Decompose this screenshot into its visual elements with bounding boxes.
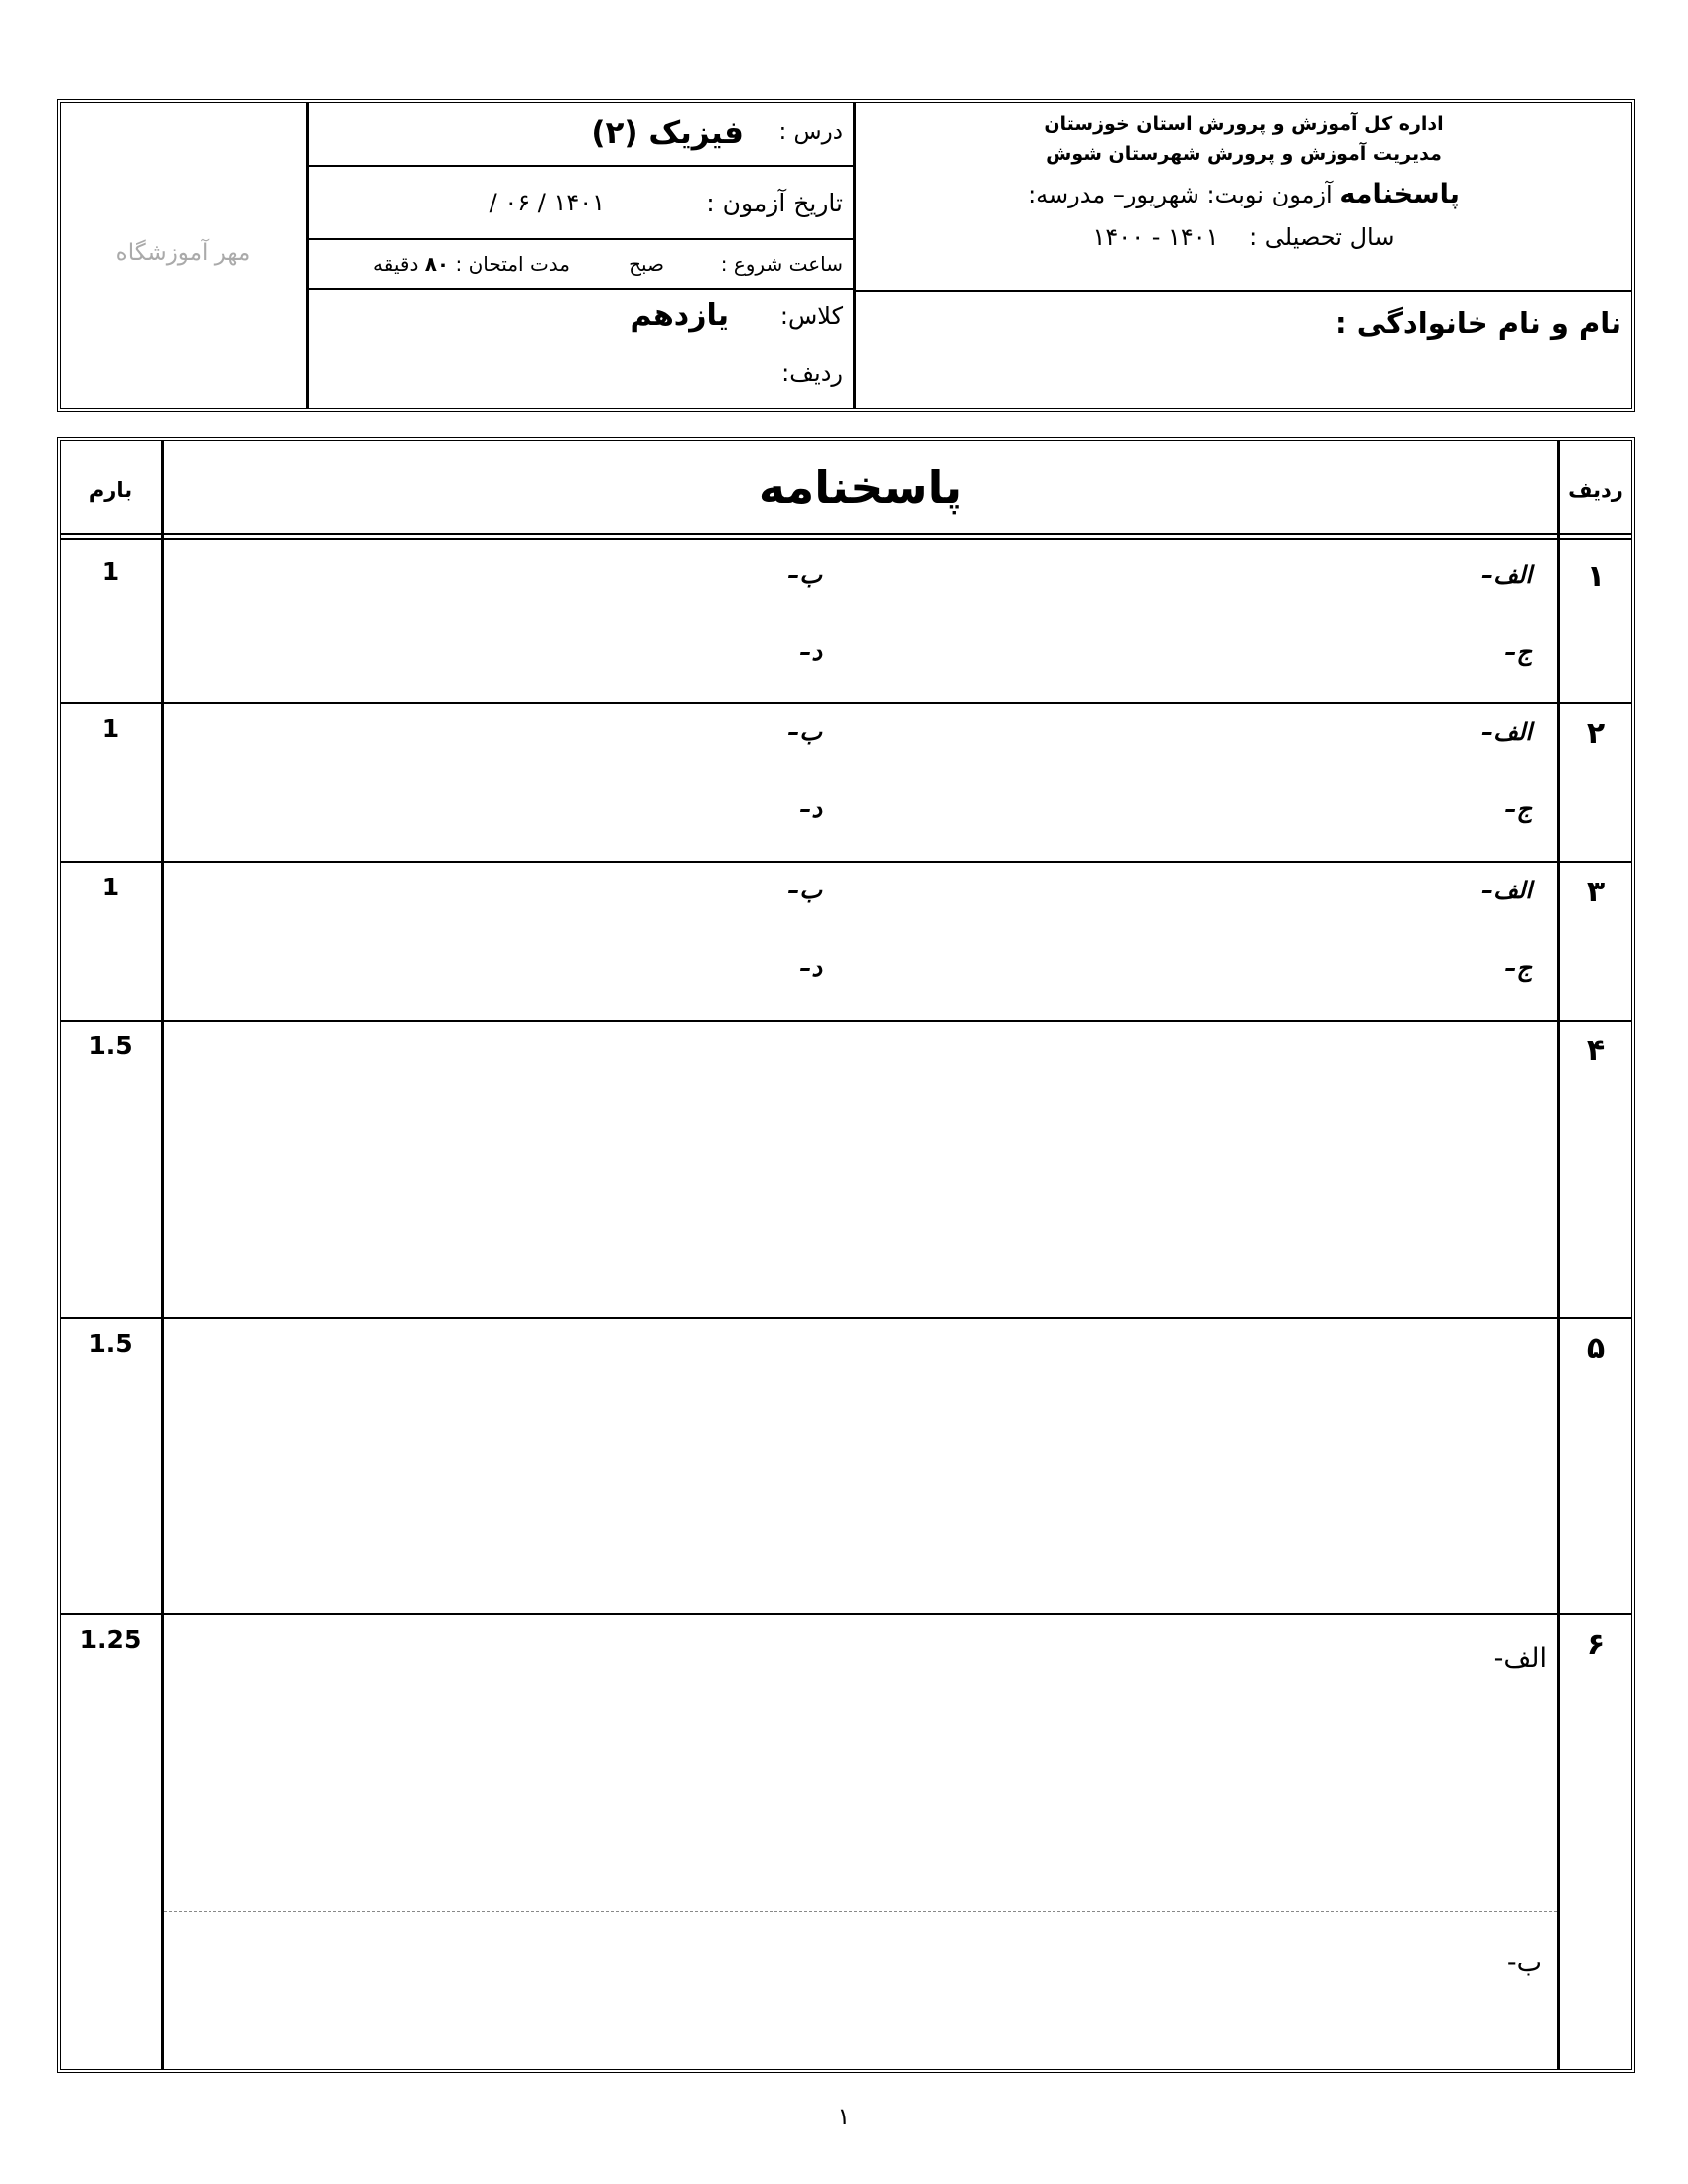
- header-exam-details: [309, 103, 856, 408]
- subject-value: فیزیک (۲): [591, 115, 744, 151]
- answer-part-a[interactable]: الف–: [1481, 877, 1532, 904]
- question-score: 1.5: [88, 1031, 133, 1060]
- subject-label: درس :: [778, 119, 843, 145]
- duration-label: مدت امتحان :: [455, 252, 570, 276]
- time-cell: [309, 240, 853, 290]
- duration-unit: دقیقه: [373, 252, 419, 276]
- duration-value: ۸۰: [424, 252, 450, 276]
- page-number: ۱: [837, 2103, 851, 2130]
- org-line-1: اداره کل آموزش و پرورش استان خوزستان: [1044, 113, 1444, 135]
- question-number: ۲: [1586, 716, 1606, 751]
- question-score: 1.25: [79, 1625, 142, 1654]
- question-number: ۵: [1586, 1331, 1606, 1366]
- column-header-row: ردیف: [1568, 478, 1623, 502]
- org-line-2: مدیریت آموزش و پرورش شهرستان شوش: [1046, 143, 1442, 165]
- answer-part-d[interactable]: د–: [799, 954, 822, 982]
- school-stamp-text: مهر آموزشگاه: [115, 240, 251, 266]
- table-header: [61, 441, 1631, 540]
- answer-part-b[interactable]: ب–: [787, 561, 822, 589]
- answer-part-d[interactable]: د–: [799, 795, 822, 823]
- question-row: [61, 704, 1631, 863]
- date-value: ۱۴۰۱ / ۰۶ /: [489, 189, 605, 216]
- academic-year-line: [856, 223, 1631, 251]
- name-label: نام و نام خانوادگی :: [1336, 306, 1621, 340]
- class-cell: [309, 290, 853, 412]
- question-score: 1: [101, 714, 120, 743]
- question-number: ۱: [1586, 559, 1606, 594]
- org-info: [856, 103, 1631, 290]
- header-org-section: [856, 103, 1631, 408]
- exam-round-line: [856, 179, 1631, 209]
- date-cell: [309, 167, 853, 240]
- answer-table: [57, 437, 1635, 2073]
- answer-part-b[interactable]: ب–: [787, 718, 822, 746]
- part-separator: [164, 1911, 1557, 1912]
- answer-part-a[interactable]: الف-: [1493, 1643, 1547, 1674]
- date-label: تاریخ آزمون :: [706, 189, 843, 217]
- question-number: ۶: [1586, 1627, 1606, 1662]
- academic-year-label: سال تحصیلی :: [1249, 223, 1395, 251]
- answer-part-a[interactable]: الف–: [1481, 561, 1532, 589]
- start-time-label: ساعت شروع :: [720, 252, 843, 276]
- column-header-score: بارم: [88, 478, 133, 502]
- question-row: [61, 1615, 1631, 2069]
- academic-year-value: ۱۴۰۱ - ۱۴۰۰: [1092, 223, 1219, 251]
- answer-part-c[interactable]: ج–: [1504, 638, 1532, 666]
- exam-header: [57, 99, 1635, 412]
- class-value: یازدهم: [630, 298, 729, 333]
- question-number: ۳: [1586, 875, 1606, 909]
- question-row[interactable]: [61, 1319, 1631, 1615]
- duration: [373, 252, 570, 276]
- question-number: ۴: [1586, 1033, 1606, 1068]
- answer-part-a[interactable]: الف–: [1481, 718, 1532, 746]
- answer-part-b[interactable]: ب–: [787, 877, 822, 904]
- answer-part-c[interactable]: ج–: [1504, 954, 1532, 982]
- start-time-value: صبح: [629, 252, 664, 276]
- exam-round: آزمون نوبت: شهریور– مدرسه:: [1028, 181, 1333, 208]
- question-score: 1: [101, 873, 120, 901]
- answer-part-c[interactable]: ج–: [1504, 795, 1532, 823]
- student-name-field[interactable]: [856, 290, 1631, 412]
- question-score: 1: [101, 557, 120, 586]
- seat-label: ردیف:: [781, 359, 843, 387]
- table-title: پاسخنامه: [758, 461, 963, 514]
- subject-cell: [309, 103, 853, 167]
- question-score: 1.5: [88, 1329, 133, 1358]
- class-label: کلاس:: [779, 302, 843, 330]
- school-stamp-box: [61, 103, 309, 408]
- question-row: [61, 547, 1631, 704]
- answer-part-b[interactable]: ب-: [1506, 1947, 1542, 1978]
- answer-sheet-word: پاسخنامه: [1339, 179, 1460, 209]
- answer-part-d[interactable]: د–: [799, 638, 822, 666]
- question-row[interactable]: [61, 1022, 1631, 1319]
- question-row: [61, 863, 1631, 1022]
